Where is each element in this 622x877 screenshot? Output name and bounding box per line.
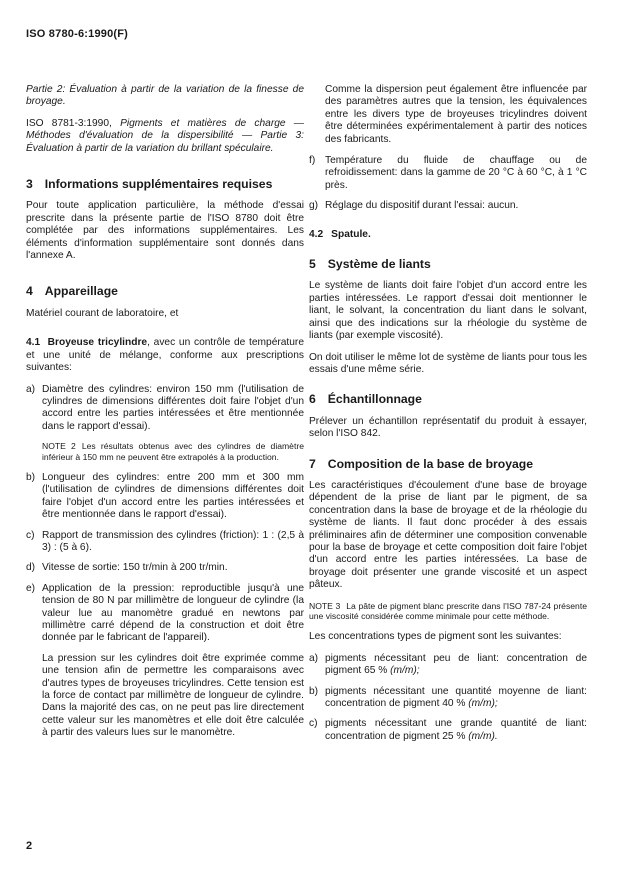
concentration-item-b: b) pigments nécessitant une quantité moyenne de liant: concentration de pigment 40 % (m/m);	[309, 685, 587, 710]
left-column	[26, 84, 304, 749]
section-6-text: Prélever un échantillon représentatif du produit à essayer, selon l'ISO 842.	[309, 415, 587, 440]
section-3-heading: 3 Informations supplémentaires requises	[26, 177, 273, 192]
clause-4-1: 4.1 Broyeuse tricylindre, avec un contrôle de température et une unité de mélange, conforme aux prescriptions suivantes:	[26, 337, 304, 374]
section-7-heading: 7 Composition de la base de broyage	[309, 456, 533, 471]
list-item-c: c) Rapport de transmission des cylindres (friction): 1 : (2,5 à 3) : (5 à 6).	[26, 529, 304, 553]
reference-iso-8780-2: Partie 2: Évaluation à partir de la variation de la finesse de broyage.	[26, 84, 304, 108]
reference-iso-8781-3: ISO 8781-3:1990, Pigments et matières de charge — Méthodes d'évaluation de la dispersibilité — Partie 3: Évaluation à partir de la variation du brillant spéculaire.	[26, 117, 304, 154]
section-6-heading: 6 Échantillonnage	[309, 392, 422, 407]
section-3-text: Pour toute application particulière, la méthode d'essai prescrite dans la présente partie de l'ISO 8780 doit être complétée par des informations supplémentaires. Les éléments d'information supplémentaire sont donnés dans l'annexe A.	[26, 200, 304, 262]
list-item-e-continuation: La pression sur les cylindres doit être exprimée comme une tension afin de permettre les comparaisons avec d'autres types de broyeuses tricylindres. Cette tension est la force de contact par millimètre de longueur de cylindre. Dans la majorité des cas, on ne peut pas lire directement cette valeur sur les manomètres et elle doit être calculée à partir des valeurs lues sur le manomètre.	[42, 652, 304, 739]
list-item-f: f) Température du fluide de chauffage ou de refroidissement: dans la gamme de 20 °C à 60 °C, à 1 °C près.	[309, 155, 587, 191]
right-column	[309, 84, 587, 751]
page-number: 2	[26, 840, 33, 852]
concentration-item-a: a) pigments nécessitant peu de liant: concentration de pigment 65 % (m/m);	[309, 652, 587, 677]
list-item-e: e) Application de la pression: reproductible jusqu'à une tension de 80 N par millimètre de longueur de cylindre (la valeur lue au manomètre gradué en newtons par millimètre carré dépend de la construction et doit être donnée par le fabricant de l'appareil).	[26, 582, 304, 644]
note-2: NOTE 2 Les résultats obtenus avec des cylindres de diamètre inférieur à 150 mm ne peuvent être extrapolés à la production.	[42, 441, 304, 462]
item-e-continuation-2: Comme la dispersion peut également être influencée par des paramètres autres que la tension, les équivalences entre les divers type de broyeuses tricylindres doivent être déterminées expérimentalement à partir des notices des fabricants.	[325, 84, 587, 145]
list-item-b: b) Longueur des cylindres: entre 200 mm et 300 mm (l'utilisation de cylindres de dimensions différentes doit faire l'objet d'un accord entre les parties intéressées et être mentionnée dans le rapport d'essai).	[26, 471, 304, 521]
section-5-heading: 5 Système de liants	[309, 257, 431, 272]
clause-4-2: 4.2 Spatule.	[309, 228, 371, 240]
list-item-a: a) Diamètre des cylindres: environ 150 mm (l'utilisation de cylindres de dimensions différentes doit faire l'objet d'un accord entre les parties intéressées et être mentionnée dans le rapport d'essai).	[26, 383, 304, 432]
list-item-d: d) Vitesse de sortie: 150 tr/min à 200 tr/min.	[26, 562, 228, 574]
note-3: NOTE 3 La pâte de pigment blanc prescrite dans l'ISO 787-24 présente une viscosité considérée comme minimale pour cette méthode.	[309, 600, 587, 621]
list-item-g: g) Réglage du dispositif durant l'essai: aucun.	[309, 200, 519, 212]
section-4-heading: 4 Appareillage	[26, 284, 118, 299]
concentration-item-c: c) pigments nécessitant une grande quantité de liant: concentration de pigment 25 % (m/m).	[309, 718, 587, 742]
document-header: ISO 8780-6:1990(F)	[26, 28, 129, 40]
section-7-text: Les caractéristiques d'écoulement d'une base de broyage dépendent de la prise de liant par le pigment, de sa concentration dans la base de broyage et de la rhéologie du système de liants. Il faut donc procéder à des essais préliminaires afin de déterminer une composition convenable pour la base de broyage et cette composition doit faire l'objet d'un accord entre les parties intéressées. La base de broyage doit présenter une grande viscosité et un aspect pâteux.	[309, 479, 587, 591]
section-5-para-2: On doit utiliser le même lot de système de liants pour tous les essais d'une même série.	[309, 351, 587, 375]
section-4-intro: Matériel courant de laboratoire, et	[26, 307, 179, 319]
concentrations-intro: Les concentrations types de pigment sont les suivantes:	[309, 631, 562, 643]
section-5-para-1: Le système de liants doit faire l'objet d'un accord entre les parties intéressées. Le rapport d'essai doit mentionner le liant, le solvant, la concentration du liant dans le solvant, ainsi que des indications sur la rhéologie du système de liants (par exemple viscosité).	[309, 280, 587, 342]
